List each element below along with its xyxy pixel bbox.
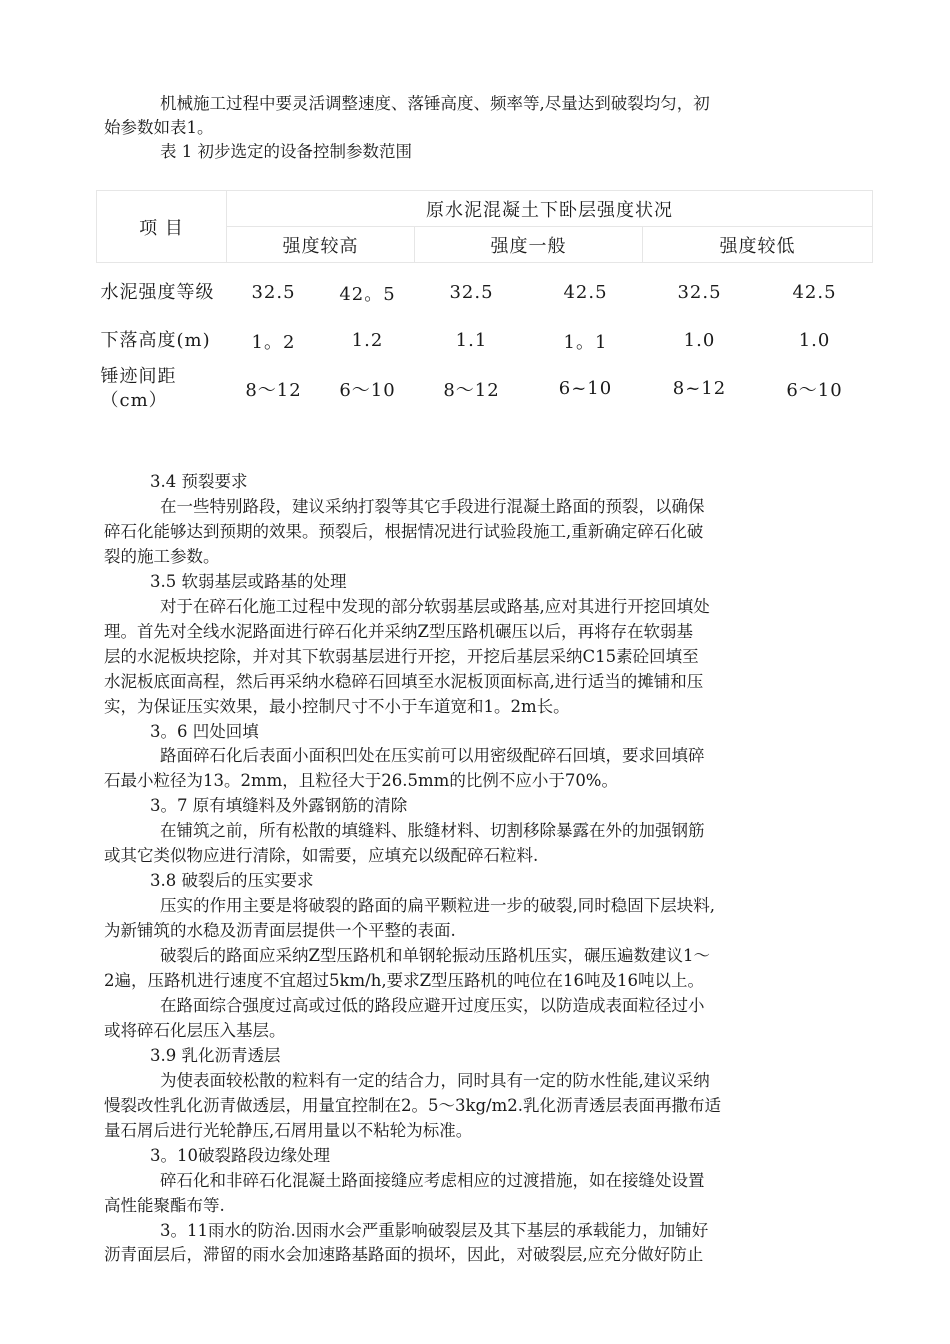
table-cell: 1.0 xyxy=(798,330,831,351)
paragraph-line: 慢裂改性乳化沥青做透层，用量宜控制在2。5～3kg/m2.乳化沥青透层表面再撒布适 xyxy=(104,1096,722,1115)
paragraph-line: 在一些特别路段，建议采纳打裂等其它手段进行混凝土路面的预裂，以确保 xyxy=(160,497,705,516)
table-cell: 1.0 xyxy=(683,330,716,351)
table-cell: 32.5 xyxy=(251,282,296,304)
paragraph-line: 裂的施工参数。 xyxy=(104,547,220,566)
section-heading: 3.5 软弱基层或路基的处理 xyxy=(150,572,347,591)
table-caption: 表 1 初步选定的设备控制参数范围 xyxy=(160,142,412,161)
section-heading: 3.4 预裂要求 xyxy=(150,472,248,491)
paragraph-line: 在路面综合强度过高或过低的路段应避开过度压实，以防造成表面粒径过小 xyxy=(160,996,705,1015)
table-subgroup-high: 强度较高 xyxy=(227,227,415,263)
table-item-header: 项 目 xyxy=(97,191,227,263)
section-heading: 3。6 凹处回填 xyxy=(150,722,259,741)
paragraph-line: 破裂后的路面应采纳Z型压路机和单钢轮振动压路机压实，碾压遍数建议1～ xyxy=(160,946,710,965)
table-row xyxy=(97,323,873,359)
paragraph-line: 对于在碎石化施工过程中发现的部分软弱基层或路基,应对其进行开挖回填处 xyxy=(160,597,710,616)
table-cell: 1。1 xyxy=(563,331,608,353)
paragraph-line: 沥青面层后，滞留的雨水会加速路基路面的损坏，因此，对破裂层,应充分做好防止 xyxy=(104,1245,704,1264)
paragraph-line: 层的水泥板块挖除，并对其下软弱基层进行开挖，开挖后基层采纳C15素砼回填至 xyxy=(104,647,699,666)
section-heading: 3。10破裂路段边缘处理 xyxy=(150,1146,330,1165)
paragraph-line: 3。11雨水的防治.因雨水会严重影响破裂层及其下基层的承载能力，加铺好 xyxy=(160,1221,709,1240)
table-row xyxy=(97,263,873,323)
table-cell: 8~12 xyxy=(672,378,727,399)
row-label: 锤迹间距（cm） xyxy=(100,365,177,411)
paragraph-line: 路面碎石化后表面小面积凹处在压实前可以用密级配碎石回填，要求回填碎 xyxy=(160,746,705,765)
paragraph-line: 量石屑后进行光轮静压,石屑用量以不粘轮为标准。 xyxy=(104,1121,473,1140)
paragraph-line: 高性能聚酯布等. xyxy=(104,1196,225,1215)
paragraph-line: 为新铺筑的水稳及沥青面层提供一个平整的表面. xyxy=(104,921,456,940)
table-cell: 32.5 xyxy=(449,282,494,304)
table-cell: 8～12 xyxy=(245,379,302,401)
table-cell: 1。2 xyxy=(251,331,296,353)
table-cell: 42。5 xyxy=(339,283,396,305)
paragraph-line: 压实的作用主要是将破裂的路面的扁平颗粒进一步的破裂,同时稳固下层块料, xyxy=(160,896,715,915)
paragraph-line: 水泥板底面高程，然后再采纳水稳碎石回填至水泥板顶面标高,进行适当的摊铺和压 xyxy=(104,672,704,691)
table-subgroup-medium: 强度一般 xyxy=(415,227,643,263)
table-cell: 32.5 xyxy=(677,282,722,304)
table-row xyxy=(97,359,873,419)
section-heading: 3.8 破裂后的压实要求 xyxy=(150,871,314,890)
table-cell: 8～12 xyxy=(443,379,500,401)
paragraph-line: 碎石化和非碎石化混凝土路面接缝应考虑相应的过渡措施，如在接缝处设置 xyxy=(160,1171,705,1190)
intro-line-1: 机械施工过程中要灵活调整速度、落锤高度、频率等,尽量达到破裂均匀，初 xyxy=(160,94,710,113)
table-cell: 42.5 xyxy=(563,282,608,304)
table-cell: 6~10 xyxy=(558,378,613,399)
paragraph-line: 为使表面较松散的粒料有一定的结合力，同时具有一定的防水性能,建议采纳 xyxy=(160,1071,710,1090)
paragraph-line: 石最小粒径为13。2mm，且粒径大于26.5mm的比例不应小于70%。 xyxy=(104,771,618,790)
paragraph-line: 或其它类似物应进行清除，如需要，应填充以级配碎石粒料. xyxy=(104,846,539,865)
table-cell: 42.5 xyxy=(792,282,837,304)
paragraph-line: 或将碎石化层压入基层。 xyxy=(104,1021,286,1040)
paragraph-line: 在铺筑之前，所有松散的填缝料、胀缝材料、切割移除暴露在外的加强钢筋 xyxy=(160,821,705,840)
row-label: 水泥强度等级 xyxy=(100,281,215,303)
table-cell: 1.1 xyxy=(455,330,488,351)
intro-line-2: 始参数如表1。 xyxy=(104,118,214,137)
paragraph-line: 实，为保证压实效果，最小控制尺寸不小于车道宽和1。2m长。 xyxy=(104,697,570,716)
table-cell: 6～10 xyxy=(339,379,396,401)
section-heading: 3.9 乳化沥青透层 xyxy=(150,1046,281,1065)
paragraph-line: 2遍，压路机进行速度不宜超过5km/h,要求Z型压路机的吨位在16吨及16吨以上。 xyxy=(104,971,705,990)
table-group-header: 原水泥混凝土下卧层强度状况 xyxy=(227,191,873,227)
table-cell: 1.2 xyxy=(351,330,384,351)
section-heading: 3。7 原有填缝料及外露钢筋的清除 xyxy=(150,796,408,815)
parameter-table xyxy=(96,190,873,419)
paragraph-line: 碎石化能够达到预期的效果。预裂后，根据情况进行试验段施工,重新确定碎石化破 xyxy=(104,522,704,541)
paragraph-line: 理。首先对全线水泥路面进行碎石化并采纳Z型压路机碾压以后，再将存在软弱基 xyxy=(104,622,693,641)
table-subgroup-low: 强度较低 xyxy=(643,227,873,263)
table-cell: 6～10 xyxy=(786,379,843,401)
row-label: 下落高度(m) xyxy=(100,329,211,351)
